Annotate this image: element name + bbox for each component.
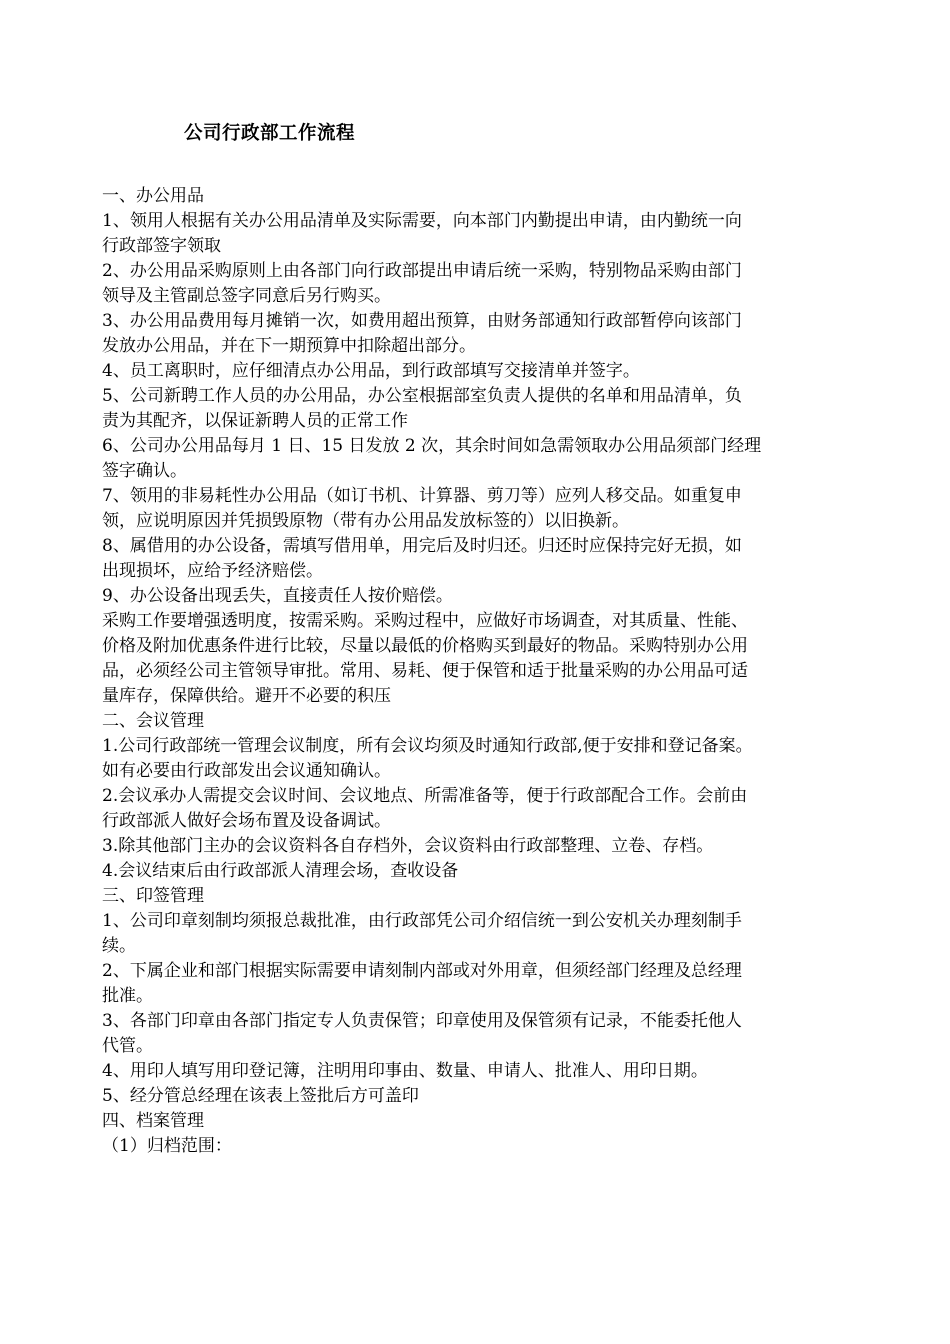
text-line: 二、会议管理 bbox=[102, 711, 204, 731]
text-line: 出现损坏，应给予经济赔偿。 bbox=[102, 561, 323, 581]
text-line: 量库存，保障供给。避开不必要的积压 bbox=[102, 686, 391, 706]
text-line: 四、档案管理 bbox=[102, 1111, 204, 1131]
text-line: 领，应说明原因并凭损毁原物（带有办公用品发放标签的）以旧换新。 bbox=[102, 511, 629, 531]
text-line: 1、公司印章刻制均须报总裁批准，由行政部凭公司介绍信统一到公安机关办理刻制手 bbox=[102, 911, 742, 931]
text-line: 3.除其他部门主办的会议资料各自存档外，会议资料由行政部整理、立卷、存档。 bbox=[102, 836, 714, 856]
text-line: 批准。 bbox=[102, 986, 153, 1006]
text-line: 9、办公设备出现丢失，直接责任人按价赔偿。 bbox=[102, 586, 453, 606]
text-line: 7、领用的非易耗性办公用品（如订书机、计算器、剪刀等）应列人移交品。如重复申 bbox=[102, 486, 742, 506]
text-line: 行政部派人做好会场布置及设备调试。 bbox=[102, 811, 391, 831]
text-line: 采购工作要增强透明度，按需采购。采购过程中，应做好市场调查，对其质量、性能、 bbox=[102, 611, 748, 631]
text-line: 5、公司新聘工作人员的办公用品，办公室根据部室负责人提供的名单和用品清单，负 bbox=[102, 386, 742, 406]
text-line: 行政部签字领取 bbox=[102, 236, 221, 256]
text-line: 一、办公用品 bbox=[102, 186, 204, 206]
text-line: 2、下属企业和部门根据实际需要申请刻制内部或对外用章，但须经部门经理及总经理 bbox=[102, 961, 742, 981]
text-line: 领导及主管副总签字同意后另行购买。 bbox=[102, 286, 391, 306]
text-line: 5、经分管总经理在该表上签批后方可盖印 bbox=[102, 1086, 419, 1106]
text-line: 如有必要由行政部发出会议通知确认。 bbox=[102, 761, 391, 781]
text-line: 续。 bbox=[102, 936, 136, 956]
text-line: 3、办公用品费用每月摊销一次，如费用超出预算，由财务部通知行政部暂停向该部门 bbox=[102, 311, 742, 331]
text-line: 4、员工离职时，应仔细清点办公用品，到行政部填写交接清单并签字。 bbox=[102, 361, 640, 381]
text-line: 品，必须经公司主管领导审批。常用、易耗、便于保管和适于批量采购的办公用品可适 bbox=[102, 661, 748, 681]
text-line: 价格及附加优惠条件进行比较，尽量以最低的价格购买到最好的物品。采购特别办公用 bbox=[102, 636, 748, 656]
text-line: 发放办公用品，并在下一期预算中扣除超出部分。 bbox=[102, 336, 476, 356]
text-line: 责为其配齐，以保证新聘人员的正常工作 bbox=[102, 411, 408, 431]
text-line: 3、各部门印章由各部门指定专人负责保管；印章使用及保管须有记录，不能委托他人 bbox=[102, 1011, 742, 1031]
text-line: 2、办公用品采购原则上由各部门向行政部提出申请后统一采购，特别物品采购由部门 bbox=[102, 261, 742, 281]
text-line: 1.公司行政部统一管理会议制度，所有会议均须及时通知行政部,便于安排和登记备案。 bbox=[102, 736, 753, 756]
document-body bbox=[102, 184, 832, 1159]
text-line: 1、领用人根据有关办公用品清单及实际需要，向本部门内勤提出申请，由内勤统一向 bbox=[102, 211, 742, 231]
text-line: 签字确认。 bbox=[102, 461, 187, 481]
document-title: 公司行政部工作流程 bbox=[184, 123, 356, 144]
text-line: 2.会议承办人需提交会议时间、会议地点、所需准备等，便于行政部配合工作。会前由 bbox=[102, 786, 748, 806]
text-line: 6、公司办公用品每月 1 日、15 日发放 2 次，其余时间如急需领取办公用品须部门经理 bbox=[102, 436, 762, 456]
text-line: 三、印签管理 bbox=[102, 886, 204, 906]
text-line: 代管。 bbox=[102, 1036, 153, 1056]
text-line: 4.会议结束后由行政部派人清理会场，查收设备 bbox=[102, 861, 459, 881]
text-line: 8、属借用的办公设备，需填写借用单，用完后及时归还。归还时应保持完好无损，如 bbox=[102, 536, 742, 556]
text-line: 4、用印人填写用印登记簿，注明用印事由、数量、申请人、批准人、用印日期。 bbox=[102, 1061, 708, 1081]
text-line: （1）归档范围： bbox=[102, 1136, 232, 1156]
